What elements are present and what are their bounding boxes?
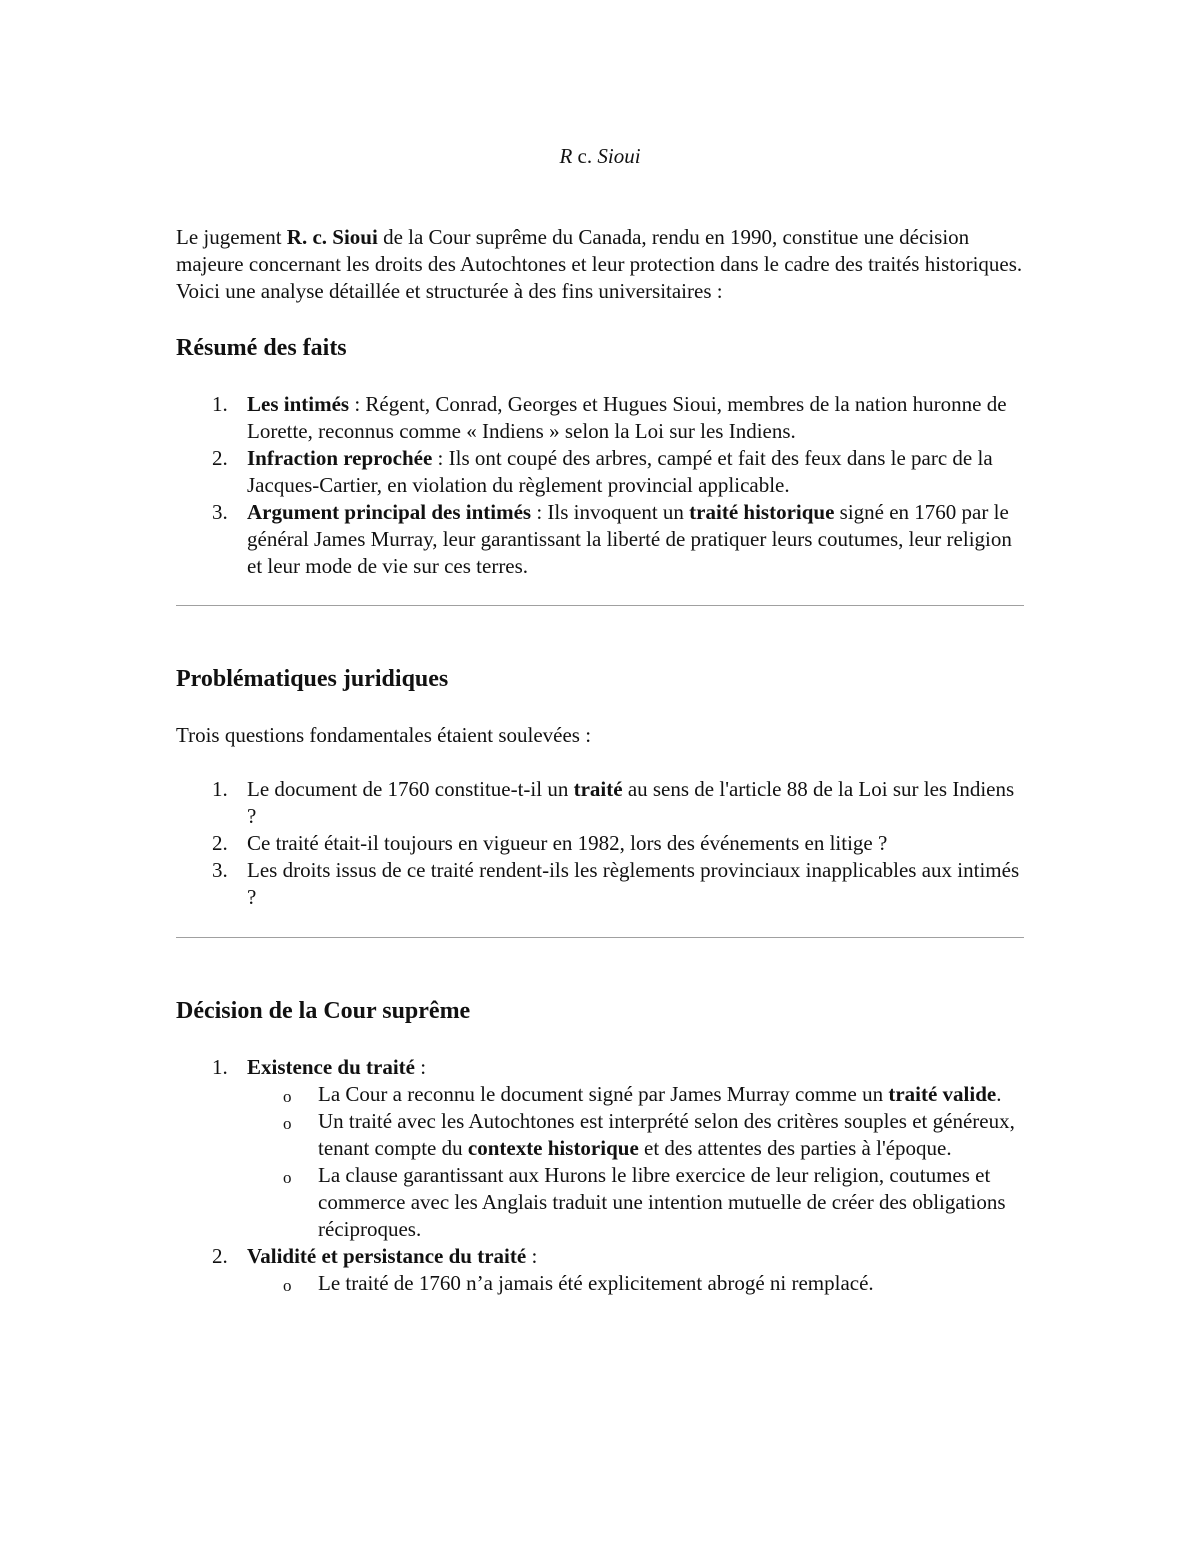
title-c: c. — [572, 144, 598, 168]
item-text: : — [414, 1055, 427, 1079]
item-text: Le traité de 1760 n’a jamais été explicitement abrogé ni remplacé. — [318, 1271, 874, 1295]
questions-list — [176, 776, 1024, 911]
list-item — [176, 391, 1024, 445]
item-text: : Régent, Conrad, Georges et Hugues Sioui, membres de la nation huronne de Lorette, reconnus comme « Indiens » selon la Loi sur les Indiens. — [247, 392, 1007, 443]
sub-list-item — [247, 1162, 1024, 1243]
item-text: : — [526, 1244, 538, 1268]
item-bold-text: contexte historique — [467, 1136, 639, 1160]
item-text: au sens de l'article 88 de la Loi sur les Indiens ? — [247, 777, 1015, 828]
item-label: Infraction reprochée — [247, 446, 433, 470]
list-number: 2. — [212, 1244, 228, 1268]
list-number: 2. — [212, 831, 228, 855]
heading-decision-cour-supreme: Décision de la Cour suprême — [176, 998, 471, 1024]
item-label: Existence du traité — [247, 1055, 415, 1079]
list-item — [176, 499, 1024, 580]
list-number: 2. — [212, 446, 228, 470]
item-text: La Cour a reconnu le document signé par James Murray comme un — [318, 1082, 889, 1106]
item-text: : Ils ont coupé des arbres, campé et fait des feux dans le parc de la Jacques-Cartier, en violation du règlement provincial applicable. — [247, 446, 993, 497]
item-text: Les droits issus de ce traité rendent-ils les règlements provinciaux inapplicables aux intimés ? — [247, 858, 1020, 909]
item-bold-text: traité valide — [888, 1082, 997, 1106]
list-number: 3. — [212, 500, 228, 524]
item-label: Les intimés — [247, 392, 350, 416]
bullet-icon: o — [283, 1168, 292, 1187]
list-number: 1. — [212, 1055, 228, 1079]
item-text: Le document de 1760 constitue-t-il un — [247, 777, 574, 801]
document-title — [176, 143, 1024, 170]
list-number: 3. — [212, 858, 228, 882]
questions-lead: Trois questions fondamentales étaient soulevées : — [176, 723, 592, 747]
list-item — [176, 1243, 1024, 1297]
bullet-icon: o — [283, 1276, 292, 1295]
item-text: . — [996, 1082, 1002, 1106]
title-r: R — [559, 144, 573, 168]
item-bold-text: traité — [573, 777, 623, 801]
heading-problematiques-juridiques: Problématiques juridiques — [176, 666, 449, 692]
item-text: Ce traité était-il toujours en vigueur en 1982, lors des événements en litige ? — [247, 831, 888, 855]
item-text: signé en 1760 par le général James Murray, leur garantissant la liberté de pratiquer leurs coutumes, leur religion et leur mode de vie sur ces terres. — [247, 500, 1012, 578]
horizontal-divider — [176, 937, 1024, 938]
horizontal-divider — [176, 605, 1024, 606]
item-text: La clause garantissant aux Hurons le libre exercice de leur religion, coutumes et commerce avec les Anglais traduit une intention mutuelle de créer des obligations réciproques. — [318, 1163, 1006, 1241]
list-item — [176, 857, 1024, 911]
item-label: Argument principal des intimés — [247, 500, 532, 524]
list-number: 1. — [212, 777, 228, 801]
sub-list-item — [247, 1081, 1024, 1108]
item-bold-text: traité historique — [689, 500, 835, 524]
intro-case-name: R. c. Sioui — [286, 225, 378, 249]
heading-resume-des-faits: Résumé des faits — [176, 335, 347, 361]
intro-text-2: de la Cour suprême du Canada, rendu en 1990, constitue une décision majeure concernant les droits des Autochtones et leur protection dans le cadre des traités historiques. Voici une analyse détaillée et structurée à des fins universitaires : — [176, 225, 1023, 303]
sub-list-item — [247, 1108, 1024, 1162]
sub-list-item — [247, 1270, 1024, 1297]
item-text: et des attentes des parties à l'époque. — [638, 1136, 952, 1160]
item-text: Un traité avec les Autochtones est interprété selon des critères souples et généreux, tenant compte du — [318, 1109, 1015, 1160]
list-item — [176, 776, 1024, 830]
list-item — [176, 830, 1024, 857]
title-sioui: Sioui — [597, 144, 641, 168]
bullet-icon: o — [283, 1087, 292, 1106]
item-label: Validité et persistance du traité — [247, 1244, 527, 1268]
sub-list — [247, 1270, 1024, 1297]
bullet-icon: o — [283, 1114, 292, 1133]
list-item — [176, 1054, 1024, 1243]
list-item — [176, 445, 1024, 499]
sub-list — [247, 1081, 1024, 1243]
intro-paragraph — [176, 224, 1024, 305]
decision-list — [176, 1054, 1024, 1297]
facts-list — [176, 391, 1024, 580]
intro-text-1: Le jugement — [176, 225, 287, 249]
item-text: : Ils invoquent un — [531, 500, 690, 524]
list-number: 1. — [212, 392, 228, 416]
